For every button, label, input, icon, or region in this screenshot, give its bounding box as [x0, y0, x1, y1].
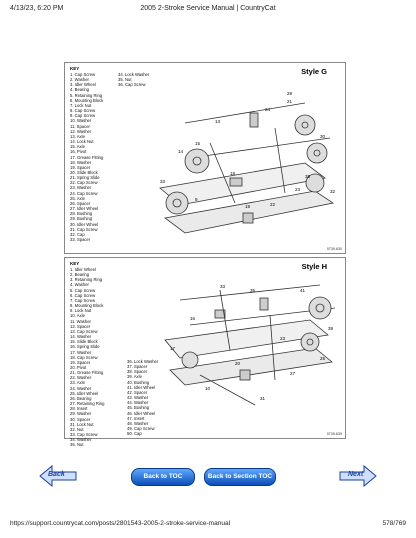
style-label: Style G — [301, 67, 327, 76]
next-label: Next — [348, 471, 364, 478]
key-item: 2. Bearing — [70, 272, 90, 278]
figure-style-g — [64, 62, 346, 254]
svg-text:23: 23 — [280, 336, 286, 341]
svg-text:15: 15 — [195, 141, 201, 146]
print-title: 2005 2-Stroke Service Manual | CountryCat — [140, 5, 276, 12]
key-item: 24. Cap Screw — [70, 190, 98, 196]
key-item: 6. Cap Screw — [70, 292, 96, 298]
svg-text:16: 16 — [190, 316, 196, 321]
key-item: 20. Slide Block — [70, 169, 98, 175]
key-item: 44. Washer — [127, 400, 149, 406]
key-item: 31. Lock Nut — [70, 421, 94, 427]
key-item: 40. Bushing — [127, 379, 150, 385]
key-item: 9. Cap Screw — [70, 113, 96, 119]
key-item: 17. Grease Fitting — [70, 154, 104, 160]
key-item: 13. Axle — [70, 133, 85, 139]
key-item: 22. Washer — [70, 375, 92, 381]
key-item: 26. Bearing — [70, 395, 92, 401]
key-item: 15. Axle — [70, 144, 85, 150]
svg-text:22: 22 — [270, 202, 276, 207]
key-item: 8. Mounting Block — [70, 303, 104, 309]
back-arrow-button[interactable] — [38, 464, 78, 493]
key-item: 47. Insert — [127, 415, 145, 421]
figure-style-h — [64, 257, 346, 448]
key-item: 19. Spacer — [70, 164, 91, 170]
key-item: 21. Spring Slide — [70, 175, 100, 181]
key-item: 4. Washer — [70, 282, 89, 288]
key-item: 8. Cap Screw — [70, 108, 96, 114]
key-title: KEY — [70, 66, 80, 71]
svg-text:28: 28 — [287, 91, 293, 96]
back-label: Back — [48, 471, 65, 478]
key-item: 38. Spacer — [127, 369, 148, 375]
key-item: 5. Retaining Ring — [70, 92, 103, 98]
svg-text:41: 41 — [300, 288, 306, 293]
key-column-2 — [118, 72, 149, 87]
key-item: 10. Axle — [70, 313, 85, 319]
key-item: 37. Spacer — [127, 364, 148, 370]
svg-text:33: 33 — [220, 284, 226, 289]
key-item: 12. Spacer — [70, 323, 91, 329]
key-item: 4. Bearing — [70, 87, 90, 93]
svg-text:21: 21 — [287, 99, 293, 104]
key-item: 28. Bushing — [70, 211, 93, 217]
key-column-2 — [127, 359, 158, 436]
key-item: 16. Pivot — [70, 149, 87, 155]
svg-text:24: 24 — [265, 107, 271, 112]
key-item: 35. Nut — [70, 442, 84, 448]
key-item: 36. Lock Washer — [127, 359, 159, 364]
key-item: 50. Cap — [127, 431, 142, 437]
key-column-1 — [70, 72, 103, 242]
style-label: Style H — [301, 262, 327, 271]
svg-text:32: 32 — [330, 189, 336, 194]
key-item: 27. Idler Wheel — [70, 206, 99, 212]
key-item: 42. Spacer — [127, 389, 148, 395]
svg-text:27: 27 — [290, 371, 296, 376]
svg-text:14: 14 — [178, 149, 184, 154]
key-item: 1. Idler Wheel — [70, 267, 96, 272]
key-item: 25. Axle — [70, 195, 85, 201]
page-number: 578/769 — [382, 520, 406, 527]
key-item: 15. Slide Block — [70, 339, 98, 345]
svg-text:30: 30 — [320, 134, 326, 139]
key-item: 11. Spacer — [70, 123, 90, 129]
key-item: 32. Cap — [70, 231, 85, 237]
key-item: 1. Cap Screw — [70, 72, 96, 77]
key-column-1 — [70, 267, 104, 447]
key-item: 48. Washer — [127, 420, 149, 426]
key-item: 25. Idler Wheel — [70, 390, 99, 396]
svg-text:33: 33 — [160, 179, 166, 184]
key-item: 14. Lock Nut — [70, 139, 94, 145]
key-item: 45. Bushing — [127, 405, 150, 411]
key-item: 43. Washer — [127, 395, 149, 401]
key-item: 28. Insert — [70, 406, 88, 412]
key-item: 32. Nut — [70, 426, 84, 432]
key-item: 7. Lock Nut — [70, 102, 92, 108]
svg-text:31: 31 — [260, 396, 266, 401]
key-item: 36. Cap Screw — [118, 82, 146, 88]
key-item: 17. Washer — [70, 349, 92, 355]
exploded-diagram-g — [155, 83, 340, 243]
svg-text:18: 18 — [230, 171, 236, 176]
key-item: 3. Retaining Ring — [70, 277, 103, 283]
svg-text:20: 20 — [235, 361, 241, 366]
svg-text:35: 35 — [250, 288, 256, 293]
key-item: 29. Washer — [70, 411, 92, 417]
key-item: 2. Washer — [70, 77, 89, 83]
print-datetime: 4/13/23, 6:20 PM — [10, 5, 64, 12]
next-arrow-button[interactable] — [338, 464, 378, 493]
key-item: 26. Spacer — [70, 200, 91, 206]
page-url: https://support.countrycat.com/posts/2801543-2005-2-stroke-service-manual — [10, 520, 231, 527]
key-item: 30. Idler Wheel — [70, 221, 99, 227]
figure-code: 0739-639 — [326, 432, 342, 436]
svg-text:17: 17 — [170, 346, 176, 351]
key-item: 39. Axle — [127, 374, 142, 380]
key-item: 16. Spring Slide — [70, 344, 100, 350]
key-item: 22. Cap Screw — [70, 180, 98, 186]
svg-text:25: 25 — [320, 356, 326, 361]
key-item: 20. Pivot — [70, 364, 87, 370]
key-item: 19. Spacer — [70, 359, 91, 365]
key-item: 46. Idler Wheel — [127, 410, 156, 416]
key-item: 34. Washer — [70, 437, 92, 443]
key-item: 49. Cap Screw — [127, 426, 155, 432]
key-item: 21. Grease Fitting — [70, 370, 104, 376]
key-item: 29. Bushing — [70, 216, 93, 222]
key-item: 34. Lock Washer — [118, 72, 150, 77]
key-item: 5. Cap Screw — [70, 287, 96, 293]
figure-code: 0739-630 — [326, 247, 342, 251]
key-item: 12. Washer — [70, 128, 92, 134]
exploded-diagram-h — [160, 280, 340, 410]
key-item: 18. Washer — [70, 159, 92, 165]
key-item: 30. Spacer — [70, 416, 91, 422]
svg-text:10: 10 — [205, 386, 211, 391]
svg-text:13: 13 — [215, 119, 221, 124]
key-item: 18. Cap Screw — [70, 354, 98, 360]
svg-text:9: 9 — [195, 197, 198, 202]
back-to-toc-button[interactable]: Back to TOC — [131, 468, 195, 486]
svg-text:23: 23 — [295, 187, 301, 192]
key-item: 9. Lock Nut — [70, 308, 92, 314]
key-item: 14. Washer — [70, 334, 92, 340]
key-item: 31. Cap Screw — [70, 226, 98, 232]
key-title: KEY — [70, 261, 80, 266]
svg-text:39: 39 — [328, 326, 334, 331]
key-item: 13. Cap Screw — [70, 328, 98, 334]
key-item: 10. Washer — [70, 118, 92, 124]
key-item: 33. Spacer — [70, 237, 91, 242]
key-item: 23. Axle — [70, 380, 85, 386]
key-item: 11. Washer — [70, 318, 91, 324]
key-item: 6. Mounting Block — [70, 97, 104, 103]
key-item: 3. Idler Wheel — [70, 82, 96, 88]
back-to-section-toc-button[interactable]: Back to Section TOC — [204, 468, 276, 486]
key-item: 7. Cap Screw — [70, 297, 96, 303]
svg-text:19: 19 — [245, 204, 251, 209]
key-item: 41. Idler Wheel — [127, 384, 156, 390]
key-item: 35. Nut — [118, 77, 132, 83]
svg-text:35: 35 — [305, 174, 311, 179]
key-item: 23. Washer — [70, 185, 92, 191]
key-item: 33. Cap Screw — [70, 432, 98, 437]
key-item: 27. Retaining Ring — [70, 401, 105, 407]
key-item: 24. Washer — [70, 385, 92, 391]
